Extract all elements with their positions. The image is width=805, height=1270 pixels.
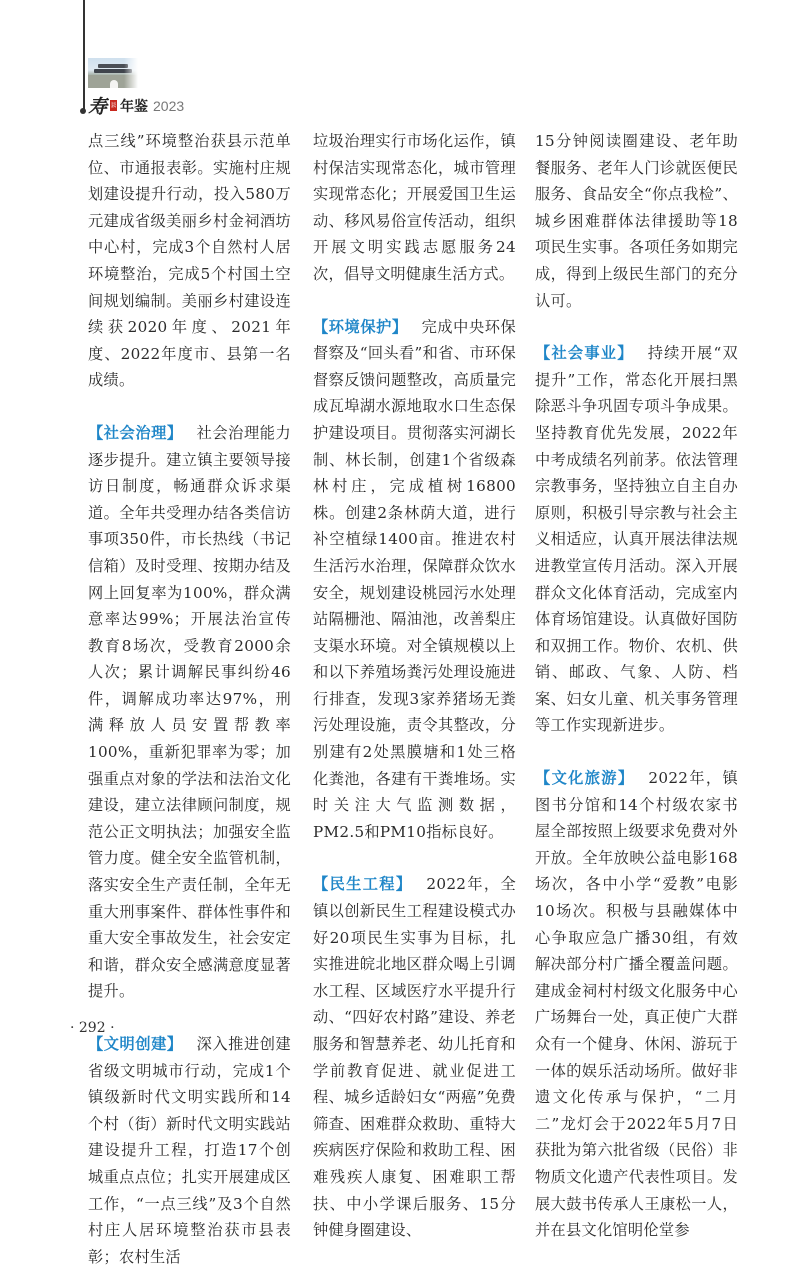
logo-year: 2023 (153, 97, 185, 114)
logo-text: 年鉴 (120, 98, 149, 115)
paragraph-text: 完成中央环保督察及“回头看”和省、市环保督察反馈问题整改，高质量完成瓦埠湖水源地取水口生态保护建设项目。贯彻落实河湖长制、林长制，创建1个省级森林村庄，完成植树16800株。创建2条林荫大道，进行补空植绿1400亩。推进农村生活污水治理，保障群众饮水安全，规划建设桃园污水处理站隔栅池、隔油池，改善梨庄支渠水环境。对全镇规模以上和以下养殖场粪污处理设施进行排查，发现3家养猪场无粪污处理设施，责令其整改，分别建有2处黑膜塘和1处三格化粪池，各建有干粪堆场。实时关注大气监测数据，PM2.5和PM10指标良好。 (313, 317, 516, 841)
page-number: · 292 · (70, 1020, 115, 1036)
yearbook-logo (88, 92, 184, 119)
section-shehui-zhili (88, 420, 291, 1005)
paragraph (535, 128, 738, 314)
text-column-1 (88, 128, 291, 1270)
section-huanjing-baohu (313, 314, 516, 846)
section-minsheng-gongcheng (313, 871, 516, 1243)
paragraph-text: 持续开展“双提升”工作，常态化开展扫黑除恶斗争巩固专项斗争成果。坚持教育优先发展，2022年中考成绩名列前茅。依法管理宗教事务，坚持独立自主自办原则，积极引导宗教与社会主义相适应，认真开展法律法规进教堂宣传月活动。深入开展群众文化体育活动，完成室内体育场馆建设。认真做好国防和双拥工作。物价、农机、供销、邮政、气象、人防、档案、妇女儿童、机关事务管理等工作实现新进步。 (535, 344, 738, 735)
header-gate-image (88, 58, 138, 88)
header-rule (83, 0, 85, 111)
section-label: 【文化旅游】 (535, 769, 635, 788)
paragraph (88, 128, 291, 394)
section-shehui-shiye (535, 340, 738, 739)
seal-icon: 县 (110, 102, 117, 109)
section-label: 【文明创建】 (88, 1035, 183, 1053)
paragraph-text: 深入推进创建省级文明城市行动，完成1个镇级新时代文明实践所和14个村（街）新时代文明实践站建设提升工程，打造17个创城重点点位；扎实开展建成区工作，“一点三线”及3个自然村庄人居环境整治获市县表彰；农村生活 (88, 1035, 291, 1266)
paragraph-text: 垃圾治理实行市场化运作，镇村保洁实现常态化，城市管理实现常态化；开展爱国卫生运动、移风易俗宣传活动，组织开展文明实践志愿服务24次，倡导文明健康生活方式。 (313, 132, 516, 283)
paragraph-text: 2022年，全镇以创新民生工程建设模式办好20项民生实事为目标，扎实推进皖北地区群众喝上引调水工程、区域医疗水平提升行动、“四好农村路”建设、养老服务和智慧养老、幼儿托育和学前教育促进、就业促进工程、城乡适龄妇女“两癌”免费筛查、困难群众救助、重特大疾病医疗保险和救助工程、困难残疾人康复、困难职工帮扶、中小学课后服务、15分钟健身圈建设、 (313, 875, 516, 1240)
paragraph-text: 点三线”环境整治获县示范单位、市通报表彰。实施村庄规划建设提升行动，投入580万元建成省级美丽乡村金祠酒坊中心村，完成3个自然村人居环境整治，完成5个村国土空间规划编制。美丽乡村建设连续获2020年度、2021年度、2022年度市、县第一名成绩。 (88, 132, 291, 390)
header-rule-dot (80, 108, 86, 114)
section-wenhua-lvyou (535, 765, 738, 1244)
section-label: 【环境保护】 (313, 317, 408, 336)
text-column-3 (535, 128, 738, 1244)
text-column-2 (313, 128, 516, 1244)
section-label: 【社会治理】 (88, 423, 183, 442)
paragraph-text: 15分钟阅读圈建设、老年助餐服务、老年人门诊就医便民服务、食品安全“你点我检”、城乡困难群体法律援助等18项民生实事。各项任务如期完成，得到上级民生部门的充分认可。 (535, 132, 738, 310)
paragraph-text: 社会治理能力逐步提升。建立镇主要领导接访日制度，畅通群众诉求渠道。全年共受理办结各类信访事项350件，市长热线（书记信箱）及时受理、按期办结及网上回复率为100%，群众满意率达99%；开展法治宣传教育8场次，受教育2000余人次；累计调解民事纠纷46件，调解成功率达97%，刑满释放人员安置帮教率100%，重新犯罪率为零；加强重点对象的学法和法治文化建设，建立法律顾问制度，规范公正文明执法；加强安全监管力度。健全安全监管机制，落实安全生产责任制，全年无重大刑事案件、群体性事件和重大安全事故发生，社会安定和谐，群众安全感满意度显著提升。 (88, 423, 291, 1001)
section-label: 【社会事业】 (535, 344, 634, 363)
paragraph-text: 2022年，镇图书分馆和14个村级农家书屋全部按照上级要求免费对外开放。全年放映公益电影168场次，各中小学“爱教”电影10场次。积极与县融媒体中心争取应急广播30组，有效解决部分村广播全覆盖问题。建成金祠村村级文化服务中心广场舞台一处，真正使广大群众有一个健身、休闲、游玩于一体的娱乐活动场所。做好非遗文化传承与保护，“二月二”龙灯会于2022年5月7日获批为第六批省级（民俗）非物质文化遗产代表性项目。发展大鼓书传承人王康松一人，并在县文化馆明伦堂参 (535, 769, 738, 1240)
section-label: 【民生工程】 (313, 875, 413, 894)
logo-char: 寿 (88, 96, 108, 118)
section-wenming-chuangjian (88, 1031, 291, 1270)
paragraph (313, 128, 516, 288)
